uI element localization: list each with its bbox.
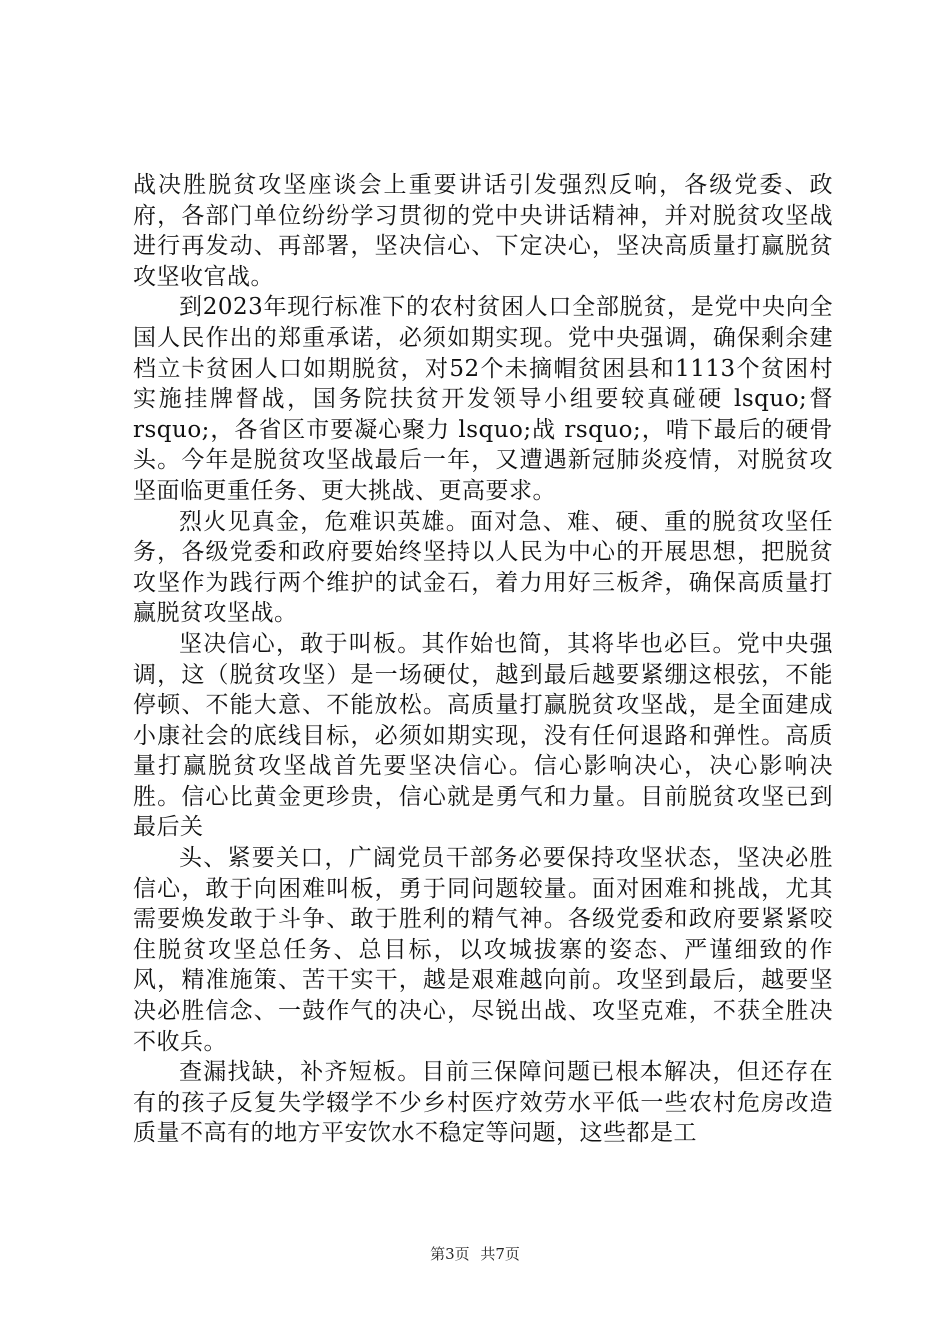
- page-total: 共7页: [480, 1245, 520, 1263]
- paragraph-2: 到2023年现行标准下的农村贫困人口全部脱贫，是党中央向全国人民作出的郑重承诺，必须如期实现。党中央强调，确保剩余建档立卡贫困人口如期脱贫，对52个未摘帽贫困县和1113个贫困村实施挂牌督战，国务院扶贫开发领导小组要较真碰硬 lsquo;督 rsquo;，各省区市要凝心聚力 lsquo;战 rsquo;，啃下最后的硬骨头。今年是脱贫攻坚战最后一年，又遭遇新冠肺炎疫情，对脱贫攻坚面临更重任务、更大挑战、更高要求。: [133, 294, 833, 504]
- paragraph-3: 烈火见真金，危难识英雄。面对急、难、硬、重的脱贫攻坚任务，各级党委和政府要始终坚持以人民为中心的开展思想，把脱贫攻坚作为践行两个维护的试金石，着力用好三板斧，确保高质量打赢脱贫攻坚战。: [133, 508, 833, 627]
- paragraph-5: 头、紧要关口，广阔党员干部务必要保持攻坚状态，坚决必胜信心，敢于向困难叫板，勇于同问题较量。面对困难和挑战，尤其需要焕发敢于斗争、敢于胜利的精气神。各级党委和政府要紧紧咬住脱贫攻坚总任务、总目标，以攻城拔寨的姿态、严谨细致的作风，精准施策、苦干实干，越是艰难越向前。攻坚到最后，越要坚决必胜信念、一鼓作气的决心，尽锐出战、攻坚克难，不获全胜决不收兵。: [133, 845, 833, 1055]
- paragraph-6: 查漏找缺，补齐短板。目前三保障问题已根本解决，但还存在有的孩子反复失学辍学不少乡村医疗效劳水平低一些农村危房改造质量不高有的地方平安饮水不稳定等问题，这些都是工: [133, 1059, 833, 1147]
- document-body: [133, 170, 833, 1149]
- page-footer: [0, 1244, 950, 1264]
- paragraph-4: 坚决信心，敢于叫板。其作始也简，其将毕也必巨。党中央强调，这（脱贫攻坚）是一场硬仗，越到最后越要紧绷这根弦，不能停顿、不能大意、不能放松。高质量打赢脱贫攻坚战，是全面建成小康社会的底线目标，必须如期实现，没有任何退路和弹性。高质量打赢脱贫攻坚战首先要坚决信心。信心影响决心，决心影响决胜。信心比黄金更珍贵，信心就是勇气和力量。目前脱贫攻坚已到最后关: [133, 630, 833, 841]
- paragraph-1: 战决胜脱贫攻坚座谈会上重要讲话引发强烈反响，各级党委、政府，各部门单位纷纷学习贯彻的党中央讲话精神，并对脱贫攻坚战进行再发动、再部署，坚决信心、下定决心，坚决高质量打赢脱贫攻坚收官战。: [133, 172, 833, 290]
- page-number: 第3页: [430, 1245, 470, 1263]
